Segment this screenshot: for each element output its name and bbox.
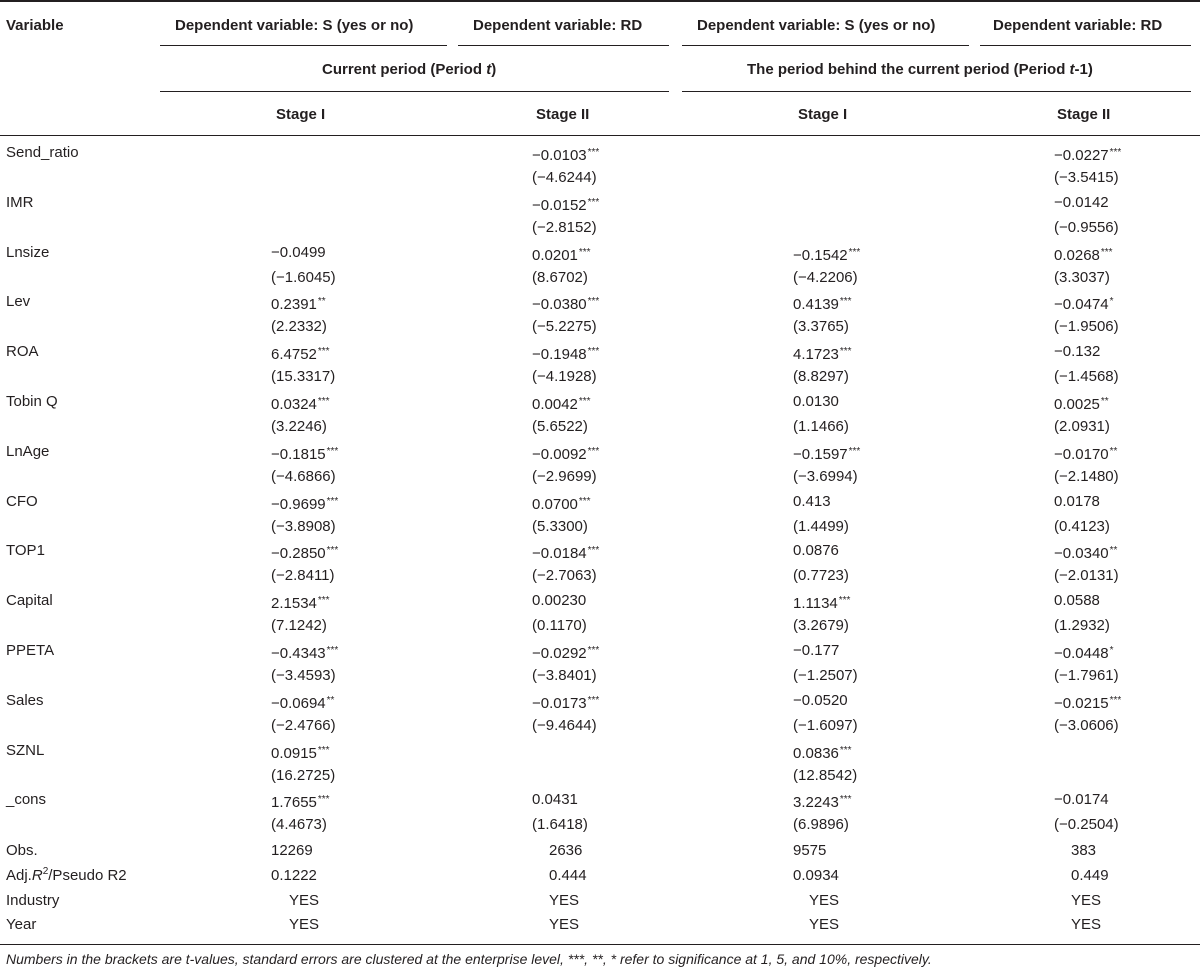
cell-value: (−4.1928): [532, 368, 597, 385]
significance-stars: ***: [326, 545, 339, 556]
cell-value: 0.0588: [1054, 592, 1100, 609]
t-value-cell: [532, 418, 588, 436]
cell-value: −0.0694: [271, 695, 326, 712]
coefficient-cell: [271, 642, 338, 663]
coefficient-cell: [271, 393, 330, 414]
t-value-cell: [793, 717, 858, 735]
coefficient-cell: [532, 393, 591, 414]
cell-value: (−3.8908): [271, 518, 336, 535]
cell-value: −0.0103: [532, 147, 587, 164]
t-value-cell: [793, 418, 849, 436]
coefficient-cell: [793, 293, 852, 314]
significance-stars: ***: [587, 197, 600, 208]
coefficient-cell: [1054, 144, 1121, 165]
cell-value: (8.8297): [793, 368, 849, 385]
cell-value: (1.4499): [793, 518, 849, 535]
coefficient-cell: [532, 194, 599, 215]
cell-value: (−1.9506): [1054, 318, 1119, 335]
coefficient-cell: [793, 692, 848, 710]
cell-value: −0.0152: [532, 197, 587, 214]
cell-value: −0.0380: [532, 296, 587, 313]
header-dep-rd-lag: Dependent variable: RD: [993, 17, 1163, 34]
significance-stars: *: [1109, 645, 1114, 656]
significance-stars: ***: [587, 695, 600, 706]
coefficient-cell: [793, 343, 852, 364]
cell-value: −0.177: [793, 642, 840, 659]
cell-value: −0.0227: [1054, 147, 1109, 164]
t-value-cell: [1054, 468, 1119, 486]
t-value-cell: [793, 368, 849, 386]
header-dep-s-lag: Dependent variable: S (yes or no): [697, 17, 936, 34]
significance-stars: ***: [317, 794, 330, 805]
coefficient-cell: [793, 592, 850, 613]
t-value-cell: [532, 269, 588, 287]
t-value-cell: [793, 816, 849, 834]
obs-value: 9575: [793, 842, 827, 859]
cell-value: (−1.6097): [793, 717, 858, 734]
cell-value: 3.2243: [793, 794, 839, 811]
significance-stars: ***: [587, 346, 600, 357]
cell-value: 0.0876: [793, 542, 839, 559]
cell-value: (−4.2206): [793, 269, 858, 286]
cell-value: (5.3300): [532, 518, 588, 535]
significance-stars: ***: [1109, 695, 1122, 706]
cell-value: −0.0474: [1054, 296, 1109, 313]
header-dep-rd-current: Dependent variable: RD: [473, 17, 643, 34]
t-value-cell: [793, 767, 857, 785]
r2-value: 0.0934: [793, 867, 839, 884]
significance-stars: ***: [317, 346, 330, 357]
t-value-cell: [271, 667, 336, 685]
coefficient-cell: [532, 791, 578, 809]
cell-value: (−4.6244): [532, 169, 597, 186]
cell-value: 1.1134: [793, 595, 838, 612]
cell-value: (−2.0131): [1054, 567, 1119, 584]
coefficient-cell: [271, 343, 330, 364]
header-period-current: Current period (Period t): [322, 61, 497, 78]
significance-stars: ***: [578, 247, 591, 258]
t-value-cell: [532, 717, 597, 735]
row-label-year: Year: [6, 916, 37, 933]
coefficient-cell: [1054, 343, 1100, 361]
header-variable: Variable: [6, 17, 64, 34]
t-value-cell: [532, 219, 597, 237]
cell-value: −0.0184: [532, 545, 587, 562]
cell-value: −0.1815: [271, 446, 326, 463]
cell-value: (−1.7961): [1054, 667, 1119, 684]
coefficient-cell: [1054, 493, 1100, 511]
cell-value: (16.2725): [271, 767, 336, 784]
cell-value: (2.0931): [1054, 418, 1110, 435]
significance-stars: ***: [587, 446, 600, 457]
cell-value: 0.0130: [793, 393, 839, 410]
t-value-cell: [532, 368, 597, 386]
significance-stars: ***: [326, 645, 339, 656]
t-value-cell: [271, 318, 327, 336]
cell-value: (−2.9699): [532, 468, 597, 485]
industry-value: YES: [289, 892, 320, 909]
cell-value: −0.2850: [271, 545, 326, 562]
header-rule: [160, 91, 669, 92]
coefficient-cell: [532, 293, 599, 314]
cell-value: (−3.5415): [1054, 169, 1119, 186]
cell-value: (−2.7063): [532, 567, 597, 584]
t-value-cell: [1054, 617, 1110, 635]
cell-value: (8.6702): [532, 269, 588, 286]
cell-value: −0.0292: [532, 645, 587, 662]
t-value-cell: [271, 368, 335, 386]
row-label-r2: $Adj.R^2$/Pseudo R2: [6, 866, 127, 884]
t-value-cell: [1054, 667, 1119, 685]
cell-value: (3.2679): [793, 617, 849, 634]
obs-value: 12269: [271, 842, 313, 859]
coefficient-cell: [532, 144, 599, 165]
significance-stars: ***: [317, 595, 330, 606]
cell-value: (−3.4593): [271, 667, 336, 684]
t-value-cell: [1054, 318, 1119, 336]
cell-value: 0.0431: [532, 791, 578, 808]
r2-value: 0.449: [1071, 867, 1109, 884]
row-label: Sales: [6, 692, 44, 709]
cell-value: 0.0915: [271, 745, 317, 762]
cell-value: (1.2932): [1054, 617, 1110, 634]
r2-value: 0.1222: [271, 867, 317, 884]
t-value-cell: [532, 816, 588, 834]
significance-stars: *: [1109, 296, 1114, 307]
cell-value: 0.0178: [1054, 493, 1100, 510]
cell-value: 6.4752: [271, 346, 317, 363]
obs-value: 383: [1071, 842, 1097, 859]
significance-stars: ***: [587, 645, 600, 656]
cell-value: (0.4123): [1054, 518, 1110, 535]
significance-stars: ***: [838, 595, 851, 606]
header-period-lag: The period behind the current period (Period t-1): [747, 61, 1093, 78]
t-value-cell: [793, 518, 849, 536]
t-value-cell: [532, 617, 587, 635]
t-value-cell: [793, 269, 858, 287]
header-rule: [682, 45, 969, 46]
cell-value: −0.0142: [1054, 194, 1109, 211]
significance-stars: **: [317, 296, 326, 307]
significance-stars: ***: [1109, 147, 1122, 158]
coefficient-cell: [1054, 642, 1114, 663]
year-value: YES: [809, 916, 840, 933]
t-value-cell: [1054, 219, 1119, 237]
coefficient-cell: [793, 443, 860, 464]
cell-value: 0.0042: [532, 396, 578, 413]
t-value-cell: [271, 418, 327, 436]
coefficient-cell: [532, 343, 599, 364]
coefficient-cell: [793, 791, 852, 812]
row-label: Tobin Q: [6, 393, 58, 410]
year-value: YES: [1071, 916, 1102, 933]
significance-stars: ***: [326, 496, 339, 507]
significance-stars: **: [1100, 396, 1109, 407]
header-stage1-lag: Stage I: [798, 106, 848, 123]
coefficient-cell: [1054, 293, 1114, 314]
t-value-cell: [271, 518, 336, 536]
cell-value: (−9.4644): [532, 717, 597, 734]
cell-value: −0.0340: [1054, 545, 1109, 562]
row-label: Send_ratio: [6, 144, 79, 161]
cell-value: −0.0173: [532, 695, 587, 712]
coefficient-cell: [271, 592, 330, 613]
header-dep-s-current: Dependent variable: S (yes or no): [175, 17, 414, 34]
table-top-rule: [0, 0, 1200, 2]
cell-value: −0.0092: [532, 446, 587, 463]
cell-value: (3.3037): [1054, 269, 1110, 286]
coefficient-cell: [532, 244, 591, 265]
t-value-cell: [271, 816, 327, 834]
cell-value: 0.00230: [532, 592, 587, 609]
t-value-cell: [1054, 518, 1110, 536]
t-value-cell: [793, 318, 849, 336]
coefficient-cell: [1054, 592, 1100, 610]
significance-stars: ***: [587, 545, 600, 556]
cell-value: (−2.4766): [271, 717, 336, 734]
cell-value: −0.1542: [793, 247, 848, 264]
cell-value: 0.4139: [793, 296, 839, 313]
row-label: TOP1: [6, 542, 45, 559]
coefficient-cell: [532, 592, 586, 610]
cell-value: (−1.2507): [793, 667, 858, 684]
row-label: ROA: [6, 343, 39, 360]
cell-value: (−0.9556): [1054, 219, 1119, 236]
coefficient-cell: [271, 692, 334, 713]
t-value-cell: [793, 667, 858, 685]
cell-value: (−2.8411): [271, 567, 335, 584]
cell-value: (−0.2504): [1054, 816, 1119, 833]
significance-stars: ***: [326, 446, 339, 457]
row-label: CFO: [6, 493, 38, 510]
header-stage2-lag: Stage II: [1057, 106, 1111, 123]
cell-value: (7.1242): [271, 617, 327, 634]
coefficient-cell: [1054, 443, 1117, 464]
cell-value: (1.6418): [532, 816, 588, 833]
cell-value: 0.0324: [271, 396, 317, 413]
cell-value: (0.7723): [793, 567, 849, 584]
significance-stars: ***: [578, 496, 591, 507]
row-label-obs: Obs.: [6, 842, 38, 859]
cell-value: (−2.1480): [1054, 468, 1119, 485]
coefficient-cell: [1054, 194, 1109, 212]
cell-value: (−2.8152): [532, 219, 597, 236]
t-value-cell: [532, 518, 588, 536]
header-rule: [980, 45, 1191, 46]
cell-value: (15.3317): [271, 368, 336, 385]
row-label: _cons: [6, 791, 47, 808]
t-value-cell: [271, 468, 336, 486]
cell-value: 1.7655: [271, 794, 317, 811]
coefficient-cell: [1054, 791, 1109, 809]
table-bottom-rule: [0, 944, 1200, 945]
significance-stars: ***: [848, 446, 861, 457]
cell-value: −0.1597: [793, 446, 848, 463]
cell-value: (−3.8401): [532, 667, 597, 684]
t-value-cell: [1054, 717, 1119, 735]
coefficient-cell: [793, 642, 839, 660]
industry-value: YES: [549, 892, 580, 909]
cell-value: 0.0268: [1054, 247, 1100, 264]
cell-value: (−1.6045): [271, 269, 336, 286]
t-value-cell: [1054, 567, 1119, 585]
significance-stars: ***: [1100, 247, 1113, 258]
cell-value: 4.1723: [793, 346, 839, 363]
header-rule: [160, 45, 447, 46]
coefficient-cell: [271, 443, 338, 464]
significance-stars: **: [1109, 446, 1118, 457]
significance-stars: ***: [317, 396, 330, 407]
t-value-cell: [532, 667, 597, 685]
r2-value: 0.444: [549, 867, 587, 884]
coefficient-cell: [1054, 244, 1113, 265]
cell-value: (−3.0606): [1054, 717, 1119, 734]
t-value-cell: [793, 468, 858, 486]
cell-value: −0.0448: [1054, 645, 1109, 662]
t-value-cell: [271, 717, 336, 735]
cell-value: −0.0215: [1054, 695, 1109, 712]
year-value: YES: [289, 916, 320, 933]
coefficient-cell: [1054, 692, 1121, 713]
coefficient-cell: [532, 493, 591, 514]
cell-value: −0.0174: [1054, 791, 1109, 808]
t-value-cell: [1054, 269, 1110, 287]
t-value-cell: [1054, 169, 1119, 187]
cell-value: (1.1466): [793, 418, 849, 435]
significance-stars: ***: [587, 296, 600, 307]
obs-value: 2636: [549, 842, 583, 859]
row-label: Capital: [6, 592, 53, 609]
coefficient-cell: [793, 493, 831, 511]
significance-stars: ***: [839, 794, 852, 805]
cell-value: −0.4343: [271, 645, 326, 662]
significance-stars: ***: [317, 745, 330, 756]
coefficient-cell: [271, 542, 338, 563]
coefficient-cell: [532, 443, 599, 464]
coefficient-cell: [1054, 542, 1117, 563]
cell-value: 0.0201: [532, 247, 578, 264]
coefficient-cell: [271, 493, 338, 514]
cell-value: (−3.6994): [793, 468, 858, 485]
coefficient-cell: [271, 742, 330, 763]
t-value-cell: [532, 318, 597, 336]
industry-value: YES: [1071, 892, 1102, 909]
row-label-industry: Industry: [6, 892, 60, 909]
t-value-cell: [271, 269, 336, 287]
cell-value: −0.9699: [271, 496, 326, 513]
significance-stars: ***: [839, 745, 852, 756]
industry-value: YES: [809, 892, 840, 909]
cell-value: 0.413: [793, 493, 831, 510]
t-value-cell: [532, 567, 597, 585]
significance-stars: **: [1109, 545, 1118, 556]
cell-value: −0.0520: [793, 692, 848, 709]
t-value-cell: [793, 567, 849, 585]
t-value-cell: [271, 617, 327, 635]
coefficient-cell: [793, 742, 852, 763]
cell-value: (0.1170): [532, 617, 587, 634]
year-value: YES: [549, 916, 580, 933]
t-value-cell: [532, 468, 597, 486]
t-value-cell: [1054, 418, 1110, 436]
cell-value: (6.9896): [793, 816, 849, 833]
significance-stars: ***: [587, 147, 600, 158]
coefficient-cell: [271, 791, 330, 812]
t-value-cell: [271, 767, 335, 785]
cell-value: −0.0170: [1054, 446, 1109, 463]
t-value-cell: [1054, 816, 1119, 834]
cell-value: (3.3765): [793, 318, 849, 335]
header-rule: [458, 45, 669, 46]
cell-value: (12.8542): [793, 767, 858, 784]
cell-value: (−1.4568): [1054, 368, 1119, 385]
cell-value: 0.0025: [1054, 396, 1100, 413]
row-label: SZNL: [6, 742, 45, 759]
coefficient-cell: [271, 244, 326, 262]
cell-value: 0.2391: [271, 296, 317, 313]
coefficient-cell: [793, 244, 860, 265]
cell-value: (−4.6866): [271, 468, 336, 485]
significance-stars: **: [326, 695, 335, 706]
cell-value: 0.0836: [793, 745, 839, 762]
row-label: Lnsize: [6, 244, 50, 261]
cell-value: −0.0499: [271, 244, 326, 261]
cell-value: −0.1948: [532, 346, 587, 363]
header-stage2-current: Stage II: [536, 106, 590, 123]
t-value-cell: [532, 169, 597, 187]
coefficient-cell: [532, 692, 599, 713]
cell-value: (5.6522): [532, 418, 588, 435]
cell-value: (2.2332): [271, 318, 327, 335]
significance-stars: ***: [839, 296, 852, 307]
table-footnote: Numbers in the brackets are t-values, standard errors are clustered at the enterprise level, ***, **, * refer to significance at 1, 5, and 10%, respectively.: [6, 951, 932, 967]
header-rule: [682, 91, 1191, 92]
header-stage1-current: Stage I: [276, 106, 326, 123]
t-value-cell: [793, 617, 849, 635]
t-value-cell: [271, 567, 335, 585]
row-label: Lev: [6, 293, 31, 310]
row-label: IMR: [6, 194, 34, 211]
coefficient-cell: [1054, 393, 1109, 414]
cell-value: (−5.2275): [532, 318, 597, 335]
t-value-cell: [1054, 368, 1119, 386]
significance-stars: ***: [578, 396, 591, 407]
coefficient-cell: [793, 393, 839, 411]
coefficient-cell: [271, 293, 326, 314]
coefficient-cell: [532, 542, 599, 563]
cell-value: −0.132: [1054, 343, 1101, 360]
row-label: LnAge: [6, 443, 50, 460]
coefficient-cell: [532, 642, 599, 663]
cell-value: 2.1534: [271, 595, 317, 612]
cell-value: (3.2246): [271, 418, 327, 435]
significance-stars: ***: [848, 247, 861, 258]
coefficient-cell: [793, 542, 839, 560]
header-bottom-rule: [0, 135, 1200, 136]
row-label: PPETA: [6, 642, 55, 659]
cell-value: (4.4673): [271, 816, 327, 833]
cell-value: 0.0700: [532, 496, 578, 513]
significance-stars: ***: [839, 346, 852, 357]
